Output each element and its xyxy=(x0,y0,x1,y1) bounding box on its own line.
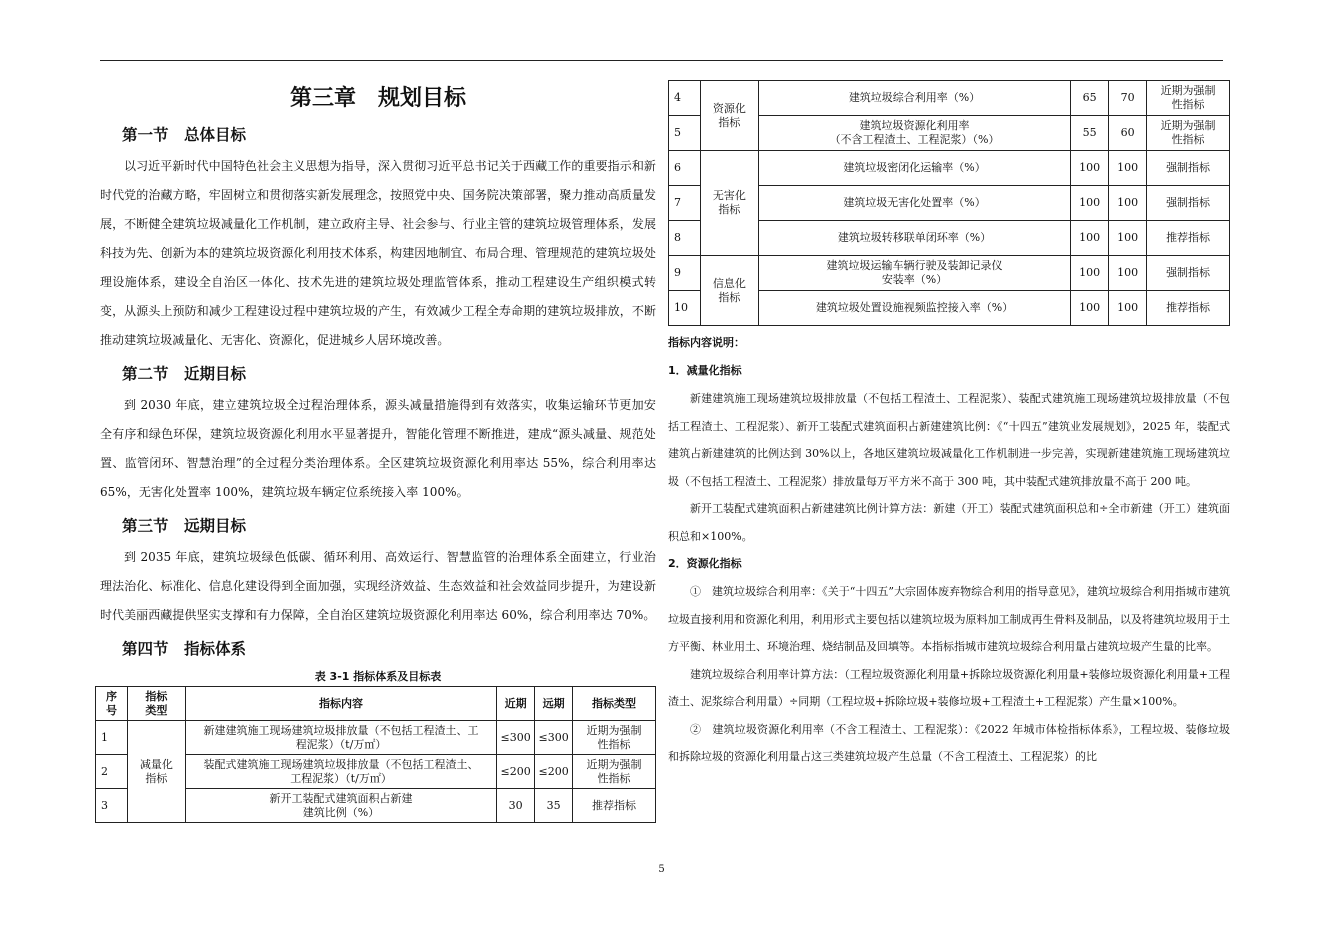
section-title-indicators: 第四节 指标体系 xyxy=(122,640,247,658)
header-far: 远期 xyxy=(535,687,573,721)
notes-paragraph: 新建建筑施工现场建筑垃圾排放量（不包括工程渣土、工程泥浆）、装配式建筑施工现场建筑垃圾排放量（不包括工程渣土、工程泥浆）、新开工装配式建筑面积占新建建筑比例：《“十四五”建筑业发展规划》，2025 年，装配式建筑占新建建筑的比例达到 30%以上，各地区建筑垃圾减量化工作机制进一步完善，实现新建建筑施工现场建筑垃圾（不包括工程渣土、工程泥浆）排放量每万平方米不高于 300 吨，其中装配式建筑排放量不高于 200 吨。 xyxy=(668,392,1230,488)
table-row: 5 建筑垃圾资源化利用率 （不含工程渣土、工程泥浆）（%） 55 60 近期为强制 性指标 xyxy=(669,116,1230,151)
header-near: 近期 xyxy=(497,687,535,721)
paragraph-overall-goal: 以习近平新时代中国特色社会主义思想为指导，深入贯彻习近平总书记关于西藏工作的重要指示和新时代党的治藏方略，牢固树立和贯彻落实新发展理念，按照党中央、国务院决策部署，聚力推动高质量发展，不断健全建筑垃圾减量化工作机制，建立政府主导、社会参与、行业主管的建筑垃圾管理体系，发展科技为先、创新为本的建筑垃圾资源化利用技术体系，构建因地制宜、布局合理、管理规范的建筑垃圾处理设施体系，建设全自治区一体化、技术先进的建筑垃圾处理监管体系，推动工程建设生产组织模式转变，从源头上预防和减少工程建设过程中建筑垃圾的产生，有效减少工程全寿命期的建筑垃圾排放，不断推动建筑垃圾减量化、无害化、资源化，促进城乡人居环境改善。 xyxy=(100,159,656,347)
table-header-row xyxy=(96,687,656,721)
notes-subheading-resource: 2．资源化指标 xyxy=(668,557,742,570)
table-row: 6 无害化指标 建筑垃圾密闭化运输率（%） 100 100 强制指标 xyxy=(669,151,1230,186)
paragraph-near-term-goal: 到 2030 年底，建立建筑垃圾全过程治理体系，源头减量措施得到有效落实，收集运输环节更加安全有序和绿色环保，建筑垃圾资源化利用水平显著提升，智能化管理不断推进，建成“源头减量、规范处置、监管闭环、智慧治理”的全过程分类治理体系。全区建筑垃圾资源化利用率达 55%，综合利用率达 65%，无害化处置率 100%，建筑垃圾车辆定位系统接入率 100%。 xyxy=(100,398,656,499)
notes-paragraph: 新开工装配式建筑面积占新建建筑比例计算方法：新建（开工）装配式建筑面积总和÷全市新建（开工）建筑面积总和×100%。 xyxy=(668,502,1230,543)
header-no: 序 号 xyxy=(96,687,128,721)
header-type: 指标类型 xyxy=(573,687,656,721)
notes-paragraph: 建筑垃圾综合利用率计算方法：（工程垃圾资源化利用量+拆除垃圾资源化利用量+装修垃圾资源化利用量+工程渣土、泥浆综合利用量）÷同期（工程垃圾+拆除垃圾+装修垃圾+工程渣土+工程泥浆）产生量×100%。 xyxy=(668,667,1230,708)
table-row: 1 减量化指标 新建建筑施工现场建筑垃圾排放量（不包括工程渣土、工 程泥浆）（t/万㎡） ≤300 ≤300 近期为强制 性指标 xyxy=(96,721,656,755)
notes-heading: 指标内容说明： xyxy=(668,336,745,349)
indicator-table-part1 xyxy=(95,686,656,823)
header-category: 指标 类型 xyxy=(127,687,185,721)
table-row: 9 信息化指标 建筑垃圾运输车辆行驶及装卸记录仪 安装率（%） 100 100 强制指标 xyxy=(669,256,1230,291)
paragraph-long-term-goal: 到 2035 年底，建筑垃圾绿色低碳、循环利用、高效运行、智慧监管的治理体系全面建立，行业治理法治化、标准化、信息化建设得到全面加强，实现经济效益、生态效益和社会效益同步提升，为建设新时代美丽西藏提供坚实支撑和有力保障，全自治区建筑垃圾资源化利用率达 60%，综合利用率达 70%。 xyxy=(100,550,656,622)
right-column xyxy=(668,80,1230,771)
table-row: 2 装配式建筑施工现场建筑垃圾排放量（不包括工程渣土、 工程泥浆）（t/万㎡） ≤200 ≤200 近期为强制 性指标 xyxy=(96,755,656,789)
indicator-table-part2 xyxy=(668,80,1230,326)
notes-subheading-reduce: 1．减量化指标 xyxy=(668,364,742,377)
category-reduce: 减量化指标 xyxy=(127,721,185,823)
left-column xyxy=(100,72,656,823)
table-row: 3 新开工装配式建筑面积占新建 建筑比例（%） 30 35 推荐指标 xyxy=(96,789,656,823)
section-title-overall: 第一节 总体目标 xyxy=(122,126,247,144)
table-row: 7 建筑垃圾无害化处置率（%） 100 100 强制指标 xyxy=(669,186,1230,221)
category-info: 信息化指标 xyxy=(700,256,758,326)
table-row: 4 资源化指标 建筑垃圾综合利用率（%） 65 70 近期为强制 性指标 xyxy=(669,81,1230,116)
notes-paragraph: ② 建筑垃圾资源化利用率（不含工程渣土、工程泥浆）：《2022 年城市体检指标体系》，工程垃圾、装修垃圾和拆除垃圾的资源化利用量占这三类建筑垃圾产生总量（不含工程渣土、工程泥浆）的比 xyxy=(668,722,1230,763)
category-resource: 资源化指标 xyxy=(700,81,758,151)
table-caption: 表 3-1 指标体系及目标表 xyxy=(314,670,442,683)
chapter-title: 第三章 规划目标 xyxy=(289,86,466,111)
category-harmless: 无害化指标 xyxy=(700,151,758,256)
header-content: 指标内容 xyxy=(185,687,496,721)
table-row: 8 建筑垃圾转移联单闭环率（%） 100 100 推荐指标 xyxy=(669,221,1230,256)
notes-paragraph: ① 建筑垃圾综合利用率：《关于“十四五”大宗固体废弃物综合利用的指导意见》，建筑垃圾综合利用指城市建筑垃圾直接利用和资源化利用，利用形式主要包括以建筑垃圾为原料加工制成再生骨料及制品，以及将建筑垃圾用于土方平衡、林业用土、环境治理、烧结制品及回填等。本指标指城市建筑垃圾综合利用量占建筑垃圾产生量的比率。 xyxy=(668,585,1230,653)
header-rule xyxy=(100,60,1223,61)
section-title-long-term: 第三节 远期目标 xyxy=(122,517,247,535)
table-row: 10 建筑垃圾处置设施视频监控接入率（%） 100 100 推荐指标 xyxy=(669,291,1230,326)
section-title-near-term: 第二节 近期目标 xyxy=(122,365,247,383)
page-number: 5 xyxy=(658,864,665,875)
